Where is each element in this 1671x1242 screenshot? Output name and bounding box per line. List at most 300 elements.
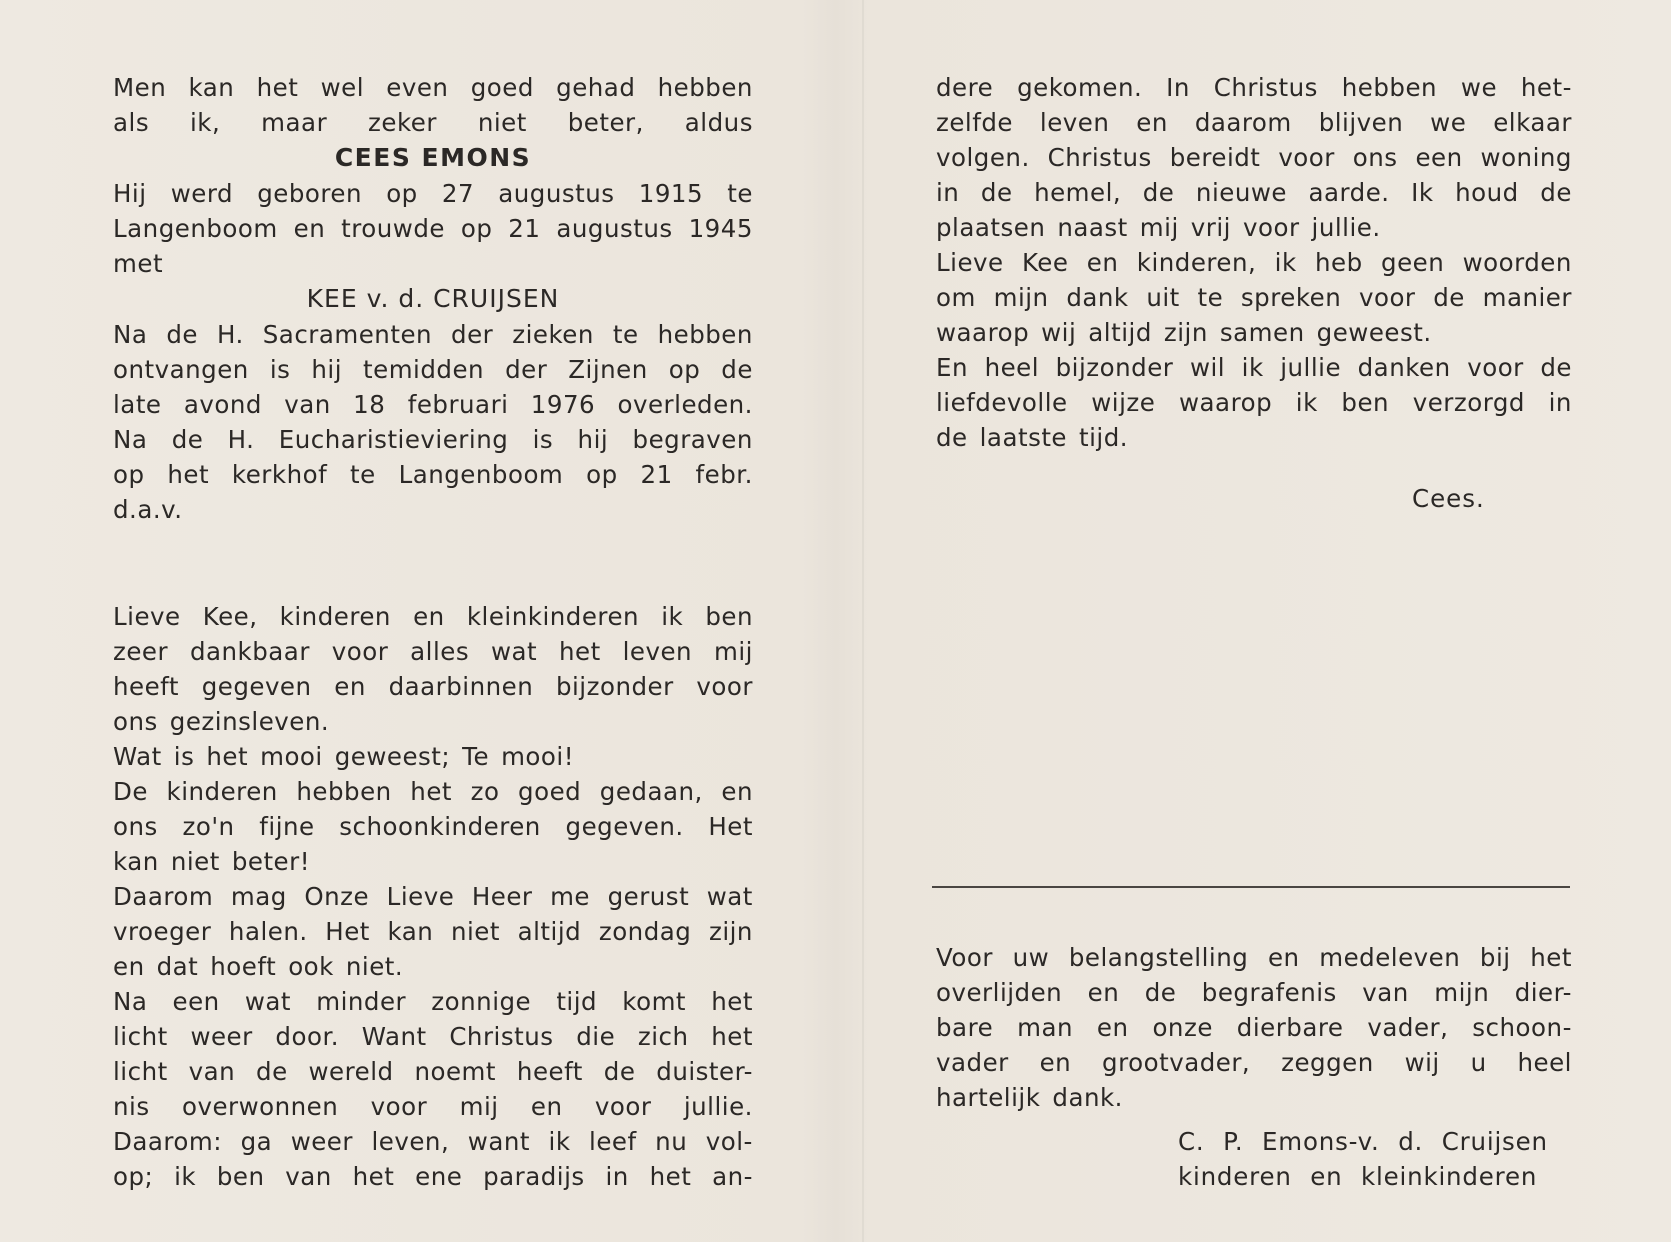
word: wat bbox=[244, 987, 292, 1016]
text-line bbox=[936, 385, 1572, 420]
word: door. bbox=[275, 1022, 340, 1051]
text-line bbox=[936, 975, 1572, 1010]
word: kan bbox=[188, 73, 235, 102]
word: man bbox=[1017, 1013, 1074, 1042]
word: alles bbox=[410, 637, 470, 666]
word: In bbox=[1166, 73, 1190, 102]
text-line bbox=[936, 70, 1572, 105]
word: weer bbox=[290, 1127, 353, 1156]
word: voor bbox=[696, 672, 753, 701]
word: u bbox=[1470, 1048, 1487, 1077]
word: gegeven bbox=[201, 672, 312, 701]
word: paradijs bbox=[483, 1162, 585, 1191]
word: beter, bbox=[567, 108, 644, 137]
word: der bbox=[505, 355, 548, 384]
word: overwonnen bbox=[181, 1092, 339, 1121]
word: voor bbox=[331, 637, 389, 666]
word: de bbox=[1433, 283, 1465, 312]
word: houd bbox=[1455, 178, 1519, 207]
word: 1976 bbox=[530, 390, 596, 419]
word: Het bbox=[325, 917, 370, 946]
word: wereld bbox=[308, 1057, 394, 1086]
word: Hij bbox=[113, 179, 147, 208]
text-line bbox=[936, 315, 1572, 350]
word: licht bbox=[113, 1057, 168, 1086]
word: temidden bbox=[363, 355, 485, 384]
word: hebben bbox=[1341, 73, 1438, 102]
word: de bbox=[1142, 178, 1175, 207]
text-line bbox=[113, 634, 753, 669]
word: voor bbox=[1467, 353, 1524, 382]
word: kerkhof bbox=[231, 460, 328, 489]
word: vader bbox=[936, 1048, 1009, 1077]
word: kinderen bbox=[279, 602, 391, 631]
word: ben bbox=[216, 1162, 265, 1191]
signatories bbox=[1178, 1124, 1548, 1194]
word: het bbox=[167, 460, 210, 489]
word: is bbox=[269, 355, 291, 384]
text-line bbox=[113, 1054, 753, 1089]
word: kan bbox=[113, 847, 159, 876]
word: wel bbox=[320, 73, 364, 102]
word: tijd. bbox=[1079, 423, 1129, 452]
word: Lieve bbox=[936, 248, 1004, 277]
word: woning bbox=[1480, 143, 1572, 172]
word: dank bbox=[1066, 283, 1129, 312]
word: van bbox=[1362, 978, 1409, 1007]
word: avond bbox=[183, 390, 262, 419]
word: aarde. bbox=[1308, 178, 1390, 207]
word: medeleven bbox=[1319, 943, 1461, 972]
word: gehad bbox=[556, 73, 636, 102]
word: Men bbox=[113, 73, 167, 102]
word: Lieve bbox=[386, 882, 455, 911]
word: hij bbox=[311, 355, 343, 384]
word: ik bbox=[1274, 248, 1297, 277]
word: duister- bbox=[656, 1057, 753, 1086]
card-fold bbox=[862, 0, 864, 1242]
word: mooi! bbox=[501, 742, 575, 771]
word: laatste bbox=[979, 423, 1068, 452]
word: leven bbox=[622, 637, 693, 666]
word: niet bbox=[477, 108, 527, 137]
word: hebben bbox=[657, 73, 753, 102]
word: bijzonder bbox=[555, 672, 674, 701]
word: d.a.v. bbox=[113, 495, 183, 524]
word: het bbox=[206, 742, 249, 771]
text-line bbox=[936, 940, 1572, 975]
word: het bbox=[711, 987, 753, 1016]
word: ik bbox=[1295, 388, 1318, 417]
word: ik bbox=[174, 1162, 197, 1191]
word: volgen. bbox=[936, 143, 1030, 172]
word: wil bbox=[1189, 353, 1226, 382]
word: februari bbox=[407, 390, 509, 419]
word: even bbox=[386, 73, 449, 102]
word: dere bbox=[936, 73, 994, 102]
text-line bbox=[113, 1089, 753, 1124]
word: Sacramenten bbox=[262, 320, 433, 349]
word: H. bbox=[227, 425, 255, 454]
text-line bbox=[936, 280, 1572, 315]
text-line bbox=[113, 422, 753, 457]
farewell-message-left bbox=[113, 599, 753, 1194]
word: te bbox=[727, 179, 753, 208]
right-page bbox=[936, 70, 1572, 455]
word: H. bbox=[216, 320, 244, 349]
word: op bbox=[386, 179, 418, 208]
word: plaatsen bbox=[936, 213, 1046, 242]
word: an- bbox=[712, 1162, 753, 1191]
word: heeft bbox=[113, 672, 179, 701]
word: de bbox=[603, 1057, 636, 1086]
word: de bbox=[980, 178, 1013, 207]
word: heel bbox=[984, 353, 1040, 382]
text-line bbox=[936, 245, 1572, 280]
word: samen bbox=[1219, 318, 1305, 347]
word: mij bbox=[1139, 213, 1179, 242]
word: dat bbox=[156, 952, 199, 981]
word: trouwde bbox=[341, 214, 445, 243]
word: voor bbox=[1242, 213, 1300, 242]
text-line bbox=[113, 914, 753, 949]
word: leef bbox=[589, 1127, 637, 1156]
word: augustus bbox=[556, 214, 673, 243]
word: tijd bbox=[556, 987, 598, 1016]
text-line bbox=[113, 599, 753, 634]
text-line bbox=[113, 984, 753, 1019]
text-line bbox=[113, 879, 753, 914]
word: wij bbox=[1041, 318, 1077, 347]
word: in bbox=[936, 178, 960, 207]
deceased-name: CEES EMONS bbox=[334, 143, 532, 172]
word: mij bbox=[713, 637, 753, 666]
word: geweest. bbox=[1316, 318, 1432, 347]
word: voor bbox=[1278, 143, 1335, 172]
word: zijn bbox=[1163, 318, 1208, 347]
word: het bbox=[559, 637, 601, 666]
word: te bbox=[612, 320, 639, 349]
word: gegeven. bbox=[565, 812, 684, 841]
word: en bbox=[1087, 978, 1120, 1007]
word: gerust bbox=[607, 882, 690, 911]
word: niet bbox=[450, 917, 500, 946]
signatory-spouse: C. P. Emons-v. d. Cruijsen bbox=[1178, 1127, 1548, 1156]
word: onze bbox=[1152, 1013, 1213, 1042]
text-line bbox=[113, 457, 753, 492]
word: Ik bbox=[1411, 178, 1434, 207]
word: leven, bbox=[371, 1127, 450, 1156]
word: zelfde bbox=[936, 108, 1013, 137]
word: ben bbox=[705, 602, 753, 631]
word: Christus bbox=[1213, 73, 1318, 102]
word: bereidt bbox=[1169, 143, 1261, 172]
word: halen. bbox=[228, 917, 308, 946]
word: schoon- bbox=[1472, 1013, 1572, 1042]
word: te bbox=[350, 460, 376, 489]
word: wat bbox=[706, 882, 753, 911]
word: te bbox=[1197, 283, 1224, 312]
text-line bbox=[936, 1010, 1572, 1045]
word: voor bbox=[594, 1092, 652, 1121]
word: Na bbox=[113, 320, 148, 349]
word: dier- bbox=[1514, 978, 1572, 1007]
word: hebben bbox=[657, 320, 753, 349]
word: grootvader, bbox=[1102, 1048, 1251, 1077]
word: want bbox=[467, 1127, 530, 1156]
word: belangstelling bbox=[1068, 943, 1249, 972]
word: daarom bbox=[1194, 108, 1292, 137]
word: ik, bbox=[189, 108, 221, 137]
text-line bbox=[113, 809, 753, 844]
word: jullie. bbox=[1311, 213, 1381, 242]
word: de bbox=[1540, 178, 1572, 207]
word: gezinsleven. bbox=[169, 707, 330, 736]
word: ben bbox=[1341, 388, 1390, 417]
word: Eucharistieviering bbox=[278, 425, 509, 454]
word: ons bbox=[1352, 143, 1398, 172]
word: kinderen, bbox=[1136, 248, 1257, 277]
word: hoeft bbox=[210, 952, 277, 981]
word: verzorgd bbox=[1412, 388, 1525, 417]
word: febr. bbox=[695, 460, 753, 489]
word: zeker bbox=[368, 108, 437, 137]
word: de bbox=[1144, 978, 1177, 1007]
word: Kee bbox=[1021, 248, 1069, 277]
word: bare bbox=[936, 1013, 994, 1042]
text-line bbox=[113, 669, 753, 704]
word: 27 bbox=[441, 179, 475, 208]
word: en bbox=[1086, 248, 1119, 277]
death-text bbox=[113, 317, 753, 492]
word: altijd bbox=[517, 917, 582, 946]
word: het bbox=[352, 1162, 395, 1191]
word: vrij bbox=[1190, 213, 1231, 242]
word: Voor bbox=[936, 943, 993, 972]
text-line bbox=[113, 774, 753, 809]
word: op bbox=[460, 214, 493, 243]
word: het- bbox=[1520, 73, 1572, 102]
word: heel bbox=[1517, 1048, 1572, 1077]
word: en bbox=[1039, 1048, 1072, 1077]
text-line bbox=[113, 739, 753, 774]
word: naast bbox=[1057, 213, 1128, 242]
text-line bbox=[113, 1019, 753, 1054]
word: op bbox=[586, 460, 618, 489]
word: het bbox=[1530, 943, 1572, 972]
word: Na bbox=[113, 987, 148, 1016]
text-line bbox=[113, 1159, 753, 1194]
word: ontvangen bbox=[113, 355, 249, 384]
word: van bbox=[285, 1162, 332, 1191]
word: licht bbox=[113, 1022, 168, 1051]
word: hemel, bbox=[1034, 178, 1122, 207]
word: 1915 bbox=[638, 179, 704, 208]
word: Daarom bbox=[113, 882, 214, 911]
word: beter! bbox=[231, 847, 311, 876]
word: ik bbox=[661, 602, 684, 631]
text-line bbox=[113, 246, 753, 281]
word: niet bbox=[170, 847, 220, 876]
text-line bbox=[936, 420, 1572, 455]
word: weer bbox=[190, 1022, 253, 1051]
word: en bbox=[530, 1092, 563, 1121]
word: werd bbox=[170, 179, 234, 208]
word: woorden bbox=[1462, 248, 1572, 277]
word: om bbox=[936, 283, 976, 312]
word: En bbox=[936, 353, 969, 382]
word: manier bbox=[1482, 283, 1572, 312]
word: waarop bbox=[1179, 388, 1273, 417]
word: vader, bbox=[1367, 1013, 1449, 1042]
word: zieken bbox=[512, 320, 594, 349]
word: 18 bbox=[353, 390, 386, 419]
word: fijne bbox=[259, 812, 315, 841]
word: kan bbox=[387, 917, 434, 946]
word: wat bbox=[491, 637, 538, 666]
word: vroeger bbox=[113, 917, 212, 946]
word: Zijnen bbox=[568, 355, 648, 384]
word: mij bbox=[459, 1092, 499, 1121]
word: daarbinnen bbox=[388, 672, 534, 701]
word: met bbox=[113, 249, 164, 278]
word: zich bbox=[637, 1022, 689, 1051]
word: spreken bbox=[1240, 283, 1342, 312]
word: De bbox=[113, 777, 148, 806]
word: vol- bbox=[705, 1127, 753, 1156]
word: en bbox=[1136, 108, 1168, 137]
word: heeft bbox=[516, 1057, 583, 1086]
word: geen bbox=[1381, 248, 1445, 277]
word: Kee, bbox=[202, 602, 258, 631]
text-line bbox=[936, 175, 1572, 210]
signature: Cees. bbox=[1412, 484, 1485, 513]
word: Langenboom bbox=[113, 214, 278, 243]
word: 1945 bbox=[688, 214, 753, 243]
word: en bbox=[721, 777, 753, 806]
word: ene bbox=[415, 1162, 463, 1191]
word: noemt bbox=[414, 1057, 497, 1086]
word: ook bbox=[288, 952, 334, 981]
word: de bbox=[256, 1057, 288, 1086]
word: jullie bbox=[1280, 353, 1342, 382]
word: dank. bbox=[1052, 1083, 1123, 1112]
word: zonnige bbox=[431, 987, 532, 1016]
word: in bbox=[605, 1162, 629, 1191]
word: de bbox=[936, 423, 968, 452]
word: het bbox=[256, 73, 299, 102]
word: leven bbox=[1039, 108, 1110, 137]
word: Christus bbox=[449, 1022, 554, 1051]
word: jullie. bbox=[683, 1092, 753, 1121]
birth-text bbox=[113, 176, 753, 246]
word: liefdevolle bbox=[936, 388, 1068, 417]
farewell-message-right bbox=[936, 70, 1572, 455]
word: Wat bbox=[113, 742, 162, 771]
word: waarop bbox=[936, 318, 1030, 347]
word: gedaan, bbox=[599, 777, 703, 806]
word: schoonkinderen bbox=[339, 812, 541, 841]
spacer bbox=[113, 527, 753, 599]
word: 21 bbox=[508, 214, 541, 243]
text-line bbox=[113, 704, 753, 739]
word: Onze bbox=[304, 882, 370, 911]
left-page bbox=[113, 70, 753, 1194]
word: begrafenis bbox=[1201, 978, 1337, 1007]
word: het bbox=[410, 777, 453, 806]
word: late bbox=[113, 390, 162, 419]
text-line bbox=[113, 844, 753, 879]
word: het bbox=[711, 1022, 753, 1051]
text-line bbox=[936, 140, 1572, 175]
word: heb bbox=[1315, 248, 1363, 277]
word: een bbox=[1415, 143, 1463, 172]
divider-line bbox=[932, 886, 1570, 888]
word: danken bbox=[1357, 353, 1451, 382]
spouse-name: KEE v. d. CRUIJSEN bbox=[306, 284, 560, 313]
text-line bbox=[936, 105, 1572, 140]
word: en bbox=[334, 672, 366, 701]
word: en bbox=[1267, 943, 1300, 972]
word: Na bbox=[113, 425, 148, 454]
word: van bbox=[284, 390, 331, 419]
word: en bbox=[1096, 1013, 1129, 1042]
word: komt bbox=[622, 987, 687, 1016]
word: de bbox=[721, 355, 753, 384]
word: mijn bbox=[1434, 978, 1490, 1007]
word: hebben bbox=[296, 777, 392, 806]
word: en bbox=[113, 952, 145, 981]
word: bijzonder bbox=[1055, 353, 1174, 382]
word: is bbox=[173, 742, 195, 771]
word: de bbox=[171, 425, 204, 454]
text-line bbox=[113, 1124, 753, 1159]
word: wij bbox=[1404, 1048, 1440, 1077]
text-line bbox=[113, 492, 753, 527]
word: Heer bbox=[471, 882, 533, 911]
word: van bbox=[188, 1057, 236, 1086]
word: elkaar bbox=[1493, 108, 1572, 137]
word: zeer bbox=[113, 637, 169, 666]
word: en bbox=[413, 602, 445, 631]
word: me bbox=[550, 882, 591, 911]
word: ons bbox=[113, 707, 158, 736]
word: mijn bbox=[993, 283, 1049, 312]
word: kleinkinderen bbox=[466, 602, 640, 631]
word: en bbox=[293, 214, 326, 243]
text-line bbox=[113, 387, 753, 422]
word: Daarom: bbox=[113, 1127, 223, 1156]
word: hartelijk bbox=[936, 1083, 1041, 1112]
text-line bbox=[936, 1045, 1572, 1080]
word: geboren bbox=[257, 179, 363, 208]
word: ik bbox=[1241, 353, 1264, 382]
word: geweest; bbox=[334, 742, 451, 771]
word: voor bbox=[1358, 283, 1416, 312]
word: ons bbox=[113, 812, 158, 841]
word: ik bbox=[548, 1127, 571, 1156]
word: overleden. bbox=[617, 390, 753, 419]
word: zondag bbox=[598, 917, 692, 946]
word: niet. bbox=[345, 952, 404, 981]
text-line bbox=[113, 70, 753, 105]
word: op bbox=[113, 460, 145, 489]
word: zo bbox=[470, 777, 500, 806]
word: begraven bbox=[632, 425, 753, 454]
text-line bbox=[936, 210, 1572, 245]
word: goed bbox=[470, 73, 534, 102]
word: Te bbox=[462, 742, 490, 771]
